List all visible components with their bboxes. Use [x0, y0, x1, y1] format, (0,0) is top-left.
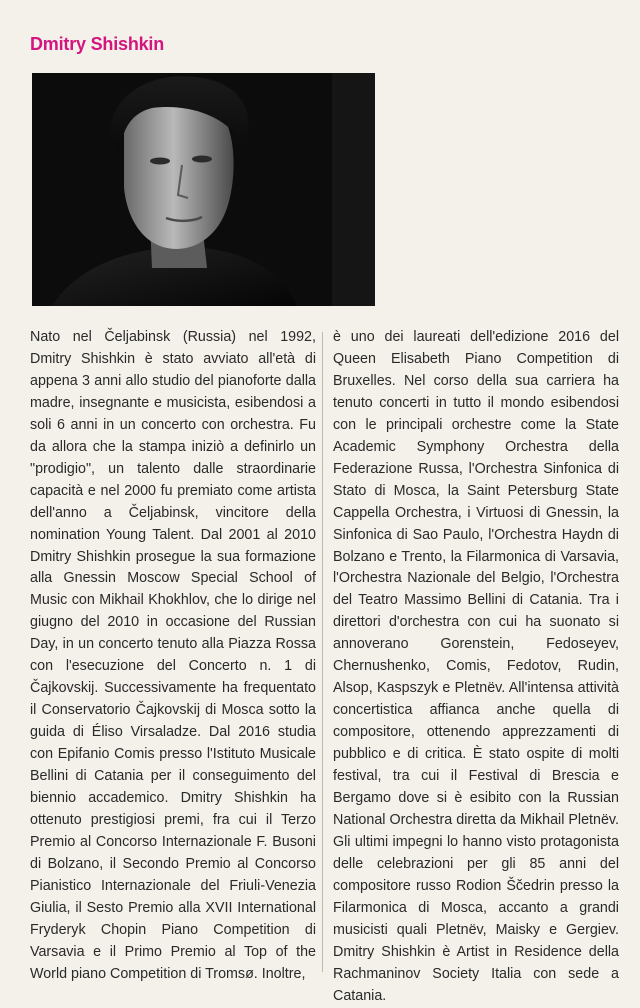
- column-divider: [322, 332, 323, 972]
- portrait-image: [32, 73, 375, 306]
- bio-column-right: [333, 327, 619, 1008]
- bio-paragraph-left: Nato nel Čeljabinsk (Russia) nel 1992, Dmitry Shishkin è stato avviato all'età di appena 3 anni allo studio del pianoforte dalla madre, insegnante e musicista, esibendosi a soli 6 anni in un concerto con orchestra. Fu da allora che la stampa iniziò a definirlo un "prodigio", un talento dalle straordinarie capacità e nel 2000 fu premiato come artista dell'anno a Čeljabinsk, vincitore della nomination Young Talent. Dal 2001 al 2010 Dmitry Shishkin prosegue la sua formazione alla Gnessin Moscow Special School of Music con Mikhail Khokhlov, che lo dirige nel giugno del 2010 in occasione del Russian Day, in un concerto tenuto alla Piazza Rossa con l'esecuzione del Concerto n. 1 di Čajkovskij. Successivamente ha frequentato il Conservatorio Čajkovskij di Mosca sotto la guida di Éliso Virsaladze. Dal 2016 studia con Epifanio Comis presso l'Istituto Musicale Bellini di Catania per il conseguimento del biennio accademico. Dmitry Shishkin ha ottenuto prestigiosi premi, fra cui il Terzo Premio al Concorso Internazionale F. Busoni di Bolzano, il Secondo Premio al Concorso Pianistico Internazionale del Friuli-Venezia Giulia, il Sesto Premio alla XVII International Fryderyk Chopin Piano Competition di Varsavia e il Primo Premio al Top of the World piano Competition di Tromsø. Inoltre,: [30, 329, 316, 982]
- bio-paragraph-right: è uno dei laureati dell'edizione 2016 del Queen Elisabeth Piano Competition di Bruxelles. Nel corso della sua carriera ha tenuto concerti in tutto il mondo esibendosi con le principali orchestre come la State Academic Symphony Orchestra della Federazione Russa, l'Orchestra Sinfonica di Stato di Mosca, la Saint Petersburg State Cappella Orchestra, i Virtuosi di Gnessin, la Sinfonica di Sao Paulo, l'Orchestra Haydn di Bolzano e Trento, la Filarmonica di Varsavia, l'Orchestra Nazionale del Belgio, l'Orchestra del Teatro Massimo Bellini di Catania. Tra i direttori d'orchestra con cui ha suonato si annoverano Gorenstein, Fedoseyev, Chernushenko, Comis, Fedotov, Rudin, Alsop, Kaspszyk e Pletnëv. All'intensa attività concertistica affianca anche quella di compositore, ottenendo apprezzamenti di pubblico e di critica. È stato ospite di molti festival, tra cui il Festival di Brescia e Bergamo dove si è esibito con la Russian National Orchestra diretta da Mikhail Pletnëv. Gli ultimi impegni lo hanno visto protagonista delle celebrazioni per gli 85 anni del compositore russo Rodion Ščedrin presso la Filarmonica di Mosca, accanto a grandi musicisti quali Pletnëv, Maisky e Gergiev. Dmitry Shishkin è Artist in Residence della Rachmaninov Society Italia con sede a Catania.: [333, 329, 619, 1004]
- page-title: Dmitry Shishkin: [30, 34, 165, 54]
- portrait-photo: [32, 73, 375, 306]
- bio-column-left: [30, 327, 316, 986]
